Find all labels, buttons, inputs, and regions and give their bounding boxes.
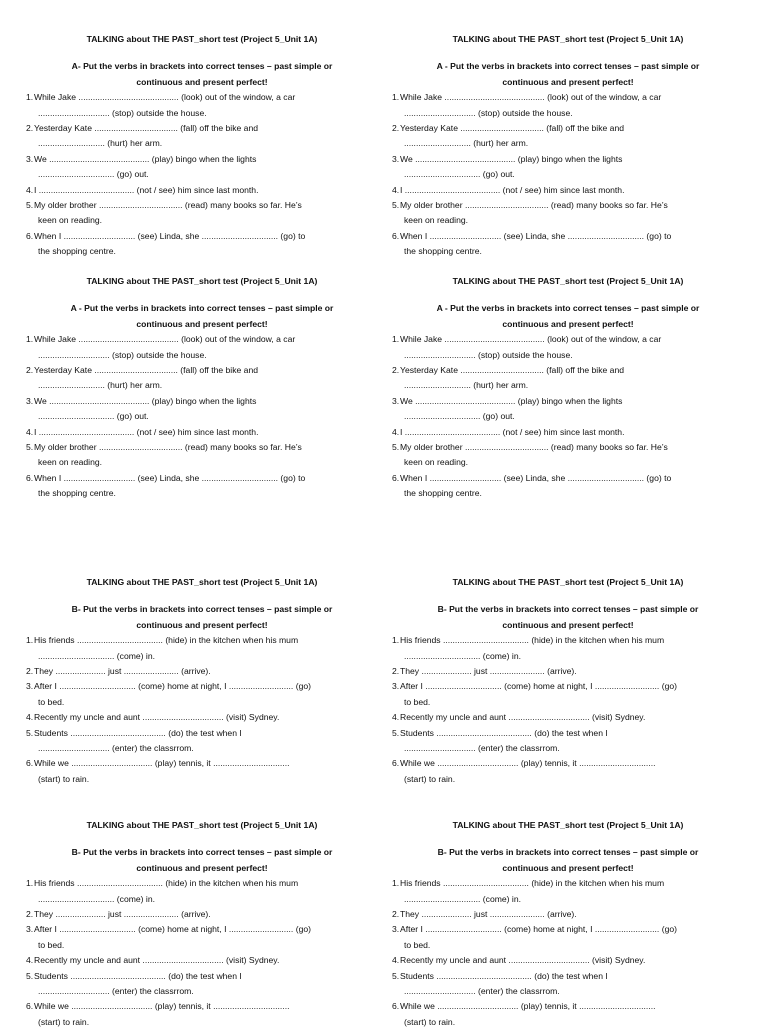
item-text: While we .................................. (play) tennis, it ................................ bbox=[400, 758, 656, 769]
item-text: We .......................................... (play) bingo when the lights bbox=[400, 153, 623, 164]
item-number: 3. bbox=[392, 681, 400, 692]
instruction-line-2: continuous and present perfect! bbox=[502, 619, 634, 630]
item-number: 5. bbox=[26, 200, 34, 211]
instruction-line-1: B- Put the verbs in brackets into correct tenses – past simple or bbox=[437, 847, 699, 858]
item-text: While Jake .......................................... (look) out of the window, a car bbox=[400, 92, 662, 103]
instruction-line-2: continuous and present perfect! bbox=[136, 619, 268, 630]
item-number: 1. bbox=[26, 878, 34, 889]
item-text-continued: ................................ (come) in. bbox=[404, 650, 521, 661]
exercise-item bbox=[392, 922, 744, 953]
item-text: I ........................................ (not / see) him since last month. bbox=[400, 426, 625, 437]
test-block-3 bbox=[26, 274, 378, 502]
item-text: They ..................... just ....................... (arrive). bbox=[400, 666, 577, 677]
item-text-continued: (start) to rain. bbox=[404, 773, 456, 784]
exercise-item bbox=[392, 152, 744, 183]
item-text: Yesterday Kate ................................... (fall) off the bike and bbox=[400, 365, 625, 376]
item-text-continued: (start) to rain. bbox=[404, 1016, 456, 1027]
test-block-4 bbox=[392, 274, 744, 502]
item-text: I ........................................ (not / see) him since last month. bbox=[34, 426, 259, 437]
exercise-item bbox=[392, 953, 744, 968]
item-number: 4. bbox=[392, 426, 400, 437]
item-number: 3. bbox=[26, 395, 34, 406]
item-number: 5. bbox=[26, 442, 34, 453]
instruction-line-2: continuous and present perfect! bbox=[136, 862, 268, 873]
item-text: His friends .................................... (hide) in the kitchen when his mum bbox=[34, 878, 299, 889]
item-number: 6. bbox=[26, 230, 34, 241]
item-text-continued: ............................ (hurt) her arm. bbox=[38, 380, 163, 391]
item-text: While we .................................. (play) tennis, it ................................ bbox=[34, 758, 290, 769]
exercise-item bbox=[392, 710, 744, 725]
item-text-continued: ............................ (hurt) her arm. bbox=[38, 138, 163, 149]
exercise-item bbox=[26, 726, 378, 757]
exercise-item bbox=[26, 394, 378, 425]
instruction-line-2: continuous and present perfect! bbox=[136, 318, 268, 329]
test-title: TALKING about THE PAST_short test (Project 5_Unit 1A) bbox=[86, 34, 318, 44]
exercise-item bbox=[26, 90, 378, 121]
exercise-item bbox=[392, 440, 744, 471]
instruction-line-1: A - Put the verbs in brackets into correct tenses – past simple or bbox=[70, 303, 334, 314]
item-text-continued: keen on reading. bbox=[404, 457, 469, 468]
exercise-item bbox=[26, 425, 378, 440]
item-number: 3. bbox=[392, 395, 400, 406]
item-number: 2. bbox=[26, 666, 34, 677]
exercise-item bbox=[392, 999, 744, 1030]
item-text-continued: (start) to rain. bbox=[38, 773, 90, 784]
exercise-item bbox=[392, 332, 744, 363]
exercise-item bbox=[26, 876, 378, 907]
instruction-line-2: continuous and present perfect! bbox=[502, 862, 634, 873]
item-text: We .......................................... (play) bingo when the lights bbox=[34, 153, 257, 164]
exercise-item bbox=[392, 394, 744, 425]
test-title: TALKING about THE PAST_short test (Project 5_Unit 1A) bbox=[86, 577, 318, 587]
test-block-2 bbox=[392, 32, 744, 260]
item-text-continued: .............................. (enter) the classrrom. bbox=[404, 986, 560, 997]
item-text: After I ................................ (come) home at night, I ........................... (go) bbox=[400, 681, 677, 692]
exercise-item bbox=[26, 229, 378, 260]
item-number: 5. bbox=[26, 970, 34, 981]
item-text: While Jake .......................................... (look) out of the window, a car bbox=[34, 334, 296, 345]
exercise-item bbox=[26, 710, 378, 725]
item-text-continued: keen on reading. bbox=[38, 457, 103, 468]
item-text-continued: .............................. (enter) the classrrom. bbox=[404, 743, 560, 754]
item-text: Students ........................................ (do) the test when I bbox=[34, 970, 242, 981]
test-block-5 bbox=[26, 575, 378, 787]
item-text: After I ................................ (come) home at night, I ........................... (go) bbox=[34, 924, 311, 935]
item-text-continued: ................................ (go) out. bbox=[38, 169, 149, 180]
item-text: They ..................... just ....................... (arrive). bbox=[400, 909, 577, 920]
item-text-continued: the shopping centre. bbox=[404, 246, 482, 257]
item-text: I ........................................ (not / see) him since last month. bbox=[400, 184, 625, 195]
instruction-line-2: continuous and present perfect! bbox=[136, 76, 268, 87]
exercise-item bbox=[26, 363, 378, 394]
item-number: 6. bbox=[392, 230, 400, 241]
item-number: 4. bbox=[26, 955, 34, 966]
item-text-continued: ................................ (go) out. bbox=[38, 411, 149, 422]
item-text: Students ........................................ (do) the test when I bbox=[400, 970, 608, 981]
item-text: We .......................................... (play) bingo when the lights bbox=[400, 395, 623, 406]
item-text: While we .................................. (play) tennis, it ................................ bbox=[34, 1001, 290, 1012]
item-text-continued: the shopping centre. bbox=[404, 488, 482, 499]
item-text: My older brother ................................... (read) many books so far. He’s bbox=[400, 200, 668, 211]
item-text-continued: to bed. bbox=[38, 696, 65, 707]
item-text-continued: ................................ (come) in. bbox=[38, 650, 155, 661]
item-text-continued: .............................. (stop) outside the house. bbox=[38, 349, 207, 360]
item-text: While Jake .......................................... (look) out of the window, a car bbox=[34, 92, 296, 103]
item-text: Recently my uncle and aunt .................................. (visit) Sydney. bbox=[400, 712, 646, 723]
item-text-continued: the shopping centre. bbox=[38, 488, 116, 499]
exercise-item bbox=[392, 664, 744, 679]
exercise-item bbox=[26, 633, 378, 664]
exercise-item bbox=[392, 726, 744, 757]
item-text: Students ........................................ (do) the test when I bbox=[34, 727, 242, 738]
exercise-item bbox=[26, 471, 378, 502]
test-title: TALKING about THE PAST_short test (Project 5_Unit 1A) bbox=[86, 276, 318, 286]
item-number: 4. bbox=[26, 712, 34, 723]
item-text: Recently my uncle and aunt .................................. (visit) Sydney. bbox=[34, 712, 280, 723]
item-number: 6. bbox=[392, 1001, 400, 1012]
exercise-item bbox=[26, 679, 378, 710]
item-text-continued: ................................ (come) in. bbox=[404, 893, 521, 904]
test-title: TALKING about THE PAST_short test (Project 5_Unit 1A) bbox=[86, 820, 318, 830]
test-block-6 bbox=[392, 575, 744, 787]
item-number: 1. bbox=[26, 635, 34, 646]
item-text: I ........................................ (not / see) him since last month. bbox=[34, 184, 259, 195]
item-text: While Jake .......................................... (look) out of the window, a car bbox=[400, 334, 662, 345]
item-text-continued: .............................. (enter) the classrrom. bbox=[38, 986, 194, 997]
test-block-1 bbox=[26, 32, 378, 260]
exercise-item bbox=[26, 969, 378, 1000]
exercise-item bbox=[392, 471, 744, 502]
item-number: 6. bbox=[392, 472, 400, 483]
test-block-8 bbox=[392, 818, 744, 1030]
instruction-line-1: B- Put the verbs in brackets into correct tenses – past simple or bbox=[71, 604, 333, 615]
item-text: Yesterday Kate ................................... (fall) off the bike and bbox=[400, 123, 625, 134]
item-text-continued: to bed. bbox=[404, 696, 431, 707]
exercise-item bbox=[26, 756, 378, 787]
item-text-continued: to bed. bbox=[404, 939, 431, 950]
item-text: While we .................................. (play) tennis, it ................................ bbox=[400, 1001, 656, 1012]
exercise-item bbox=[392, 969, 744, 1000]
item-number: 3. bbox=[26, 681, 34, 692]
exercise-item bbox=[26, 907, 378, 922]
item-text-continued: .............................. (stop) outside the house. bbox=[404, 107, 573, 118]
exercise-item bbox=[392, 198, 744, 229]
instruction-line-2: continuous and present perfect! bbox=[502, 76, 634, 87]
item-text-continued: keen on reading. bbox=[38, 215, 103, 226]
item-number: 2. bbox=[392, 123, 400, 134]
item-number: 1. bbox=[392, 635, 400, 646]
item-number: 6. bbox=[26, 758, 34, 769]
item-text: When I .............................. (see) Linda, she ................................ (go) to bbox=[34, 472, 306, 483]
exercise-item bbox=[26, 198, 378, 229]
item-text: They ..................... just ....................... (arrive). bbox=[34, 666, 211, 677]
exercise-item bbox=[26, 121, 378, 152]
item-text-continued: keen on reading. bbox=[404, 215, 469, 226]
instruction-line-2: continuous and present perfect! bbox=[502, 318, 634, 329]
item-text-continued: .............................. (stop) outside the house. bbox=[404, 349, 573, 360]
item-number: 2. bbox=[392, 365, 400, 376]
item-text: We .......................................... (play) bingo when the lights bbox=[34, 395, 257, 406]
exercise-item bbox=[392, 90, 744, 121]
item-text: Students ........................................ (do) the test when I bbox=[400, 727, 608, 738]
item-number: 4. bbox=[392, 712, 400, 723]
item-number: 2. bbox=[392, 909, 400, 920]
item-number: 1. bbox=[392, 92, 400, 103]
item-number: 1. bbox=[392, 334, 400, 345]
instruction-line-1: A - Put the verbs in brackets into correct tenses – past simple or bbox=[436, 61, 700, 72]
item-number: 5. bbox=[392, 970, 400, 981]
item-text-continued: (start) to rain. bbox=[38, 1016, 90, 1027]
exercise-item bbox=[392, 363, 744, 394]
instruction-line-1: B- Put the verbs in brackets into correct tenses – past simple or bbox=[71, 847, 333, 858]
item-number: 2. bbox=[26, 365, 34, 376]
test-title: TALKING about THE PAST_short test (Project 5_Unit 1A) bbox=[452, 577, 684, 587]
item-number: 4. bbox=[392, 955, 400, 966]
test-block-7 bbox=[26, 818, 378, 1030]
exercise-item bbox=[26, 332, 378, 363]
item-text-continued: ............................ (hurt) her arm. bbox=[404, 380, 529, 391]
exercise-item bbox=[392, 229, 744, 260]
item-number: 5. bbox=[26, 727, 34, 738]
item-text-continued: the shopping centre. bbox=[38, 246, 116, 257]
exercise-item bbox=[26, 664, 378, 679]
item-number: 6. bbox=[26, 472, 34, 483]
item-number: 6. bbox=[392, 758, 400, 769]
item-text-continued: ................................ (come) in. bbox=[38, 893, 155, 904]
item-number: 1. bbox=[26, 334, 34, 345]
item-number: 5. bbox=[392, 200, 400, 211]
exercise-item bbox=[392, 679, 744, 710]
exercise-item bbox=[26, 922, 378, 953]
item-text: Recently my uncle and aunt .................................. (visit) Sydney. bbox=[34, 955, 280, 966]
item-text: After I ................................ (come) home at night, I ........................... (go) bbox=[400, 924, 677, 935]
test-title: TALKING about THE PAST_short test (Project 5_Unit 1A) bbox=[452, 34, 684, 44]
exercise-item bbox=[26, 999, 378, 1030]
item-text: Yesterday Kate ................................... (fall) off the bike and bbox=[34, 365, 259, 376]
exercise-item bbox=[392, 121, 744, 152]
item-number: 1. bbox=[26, 92, 34, 103]
item-text-continued: ................................ (go) out. bbox=[404, 169, 515, 180]
exercise-item bbox=[392, 425, 744, 440]
test-title: TALKING about THE PAST_short test (Project 5_Unit 1A) bbox=[452, 820, 684, 830]
item-text-continued: ............................ (hurt) her arm. bbox=[404, 138, 529, 149]
item-text: When I .............................. (see) Linda, she ................................ (go) to bbox=[400, 472, 672, 483]
item-number: 2. bbox=[26, 909, 34, 920]
item-text-continued: .............................. (enter) the classrrom. bbox=[38, 743, 194, 754]
item-number: 2. bbox=[392, 666, 400, 677]
item-number: 3. bbox=[392, 924, 400, 935]
item-number: 4. bbox=[26, 184, 34, 195]
exercise-item bbox=[392, 876, 744, 907]
exercise-item bbox=[26, 440, 378, 471]
instruction-line-1: B- Put the verbs in brackets into correct tenses – past simple or bbox=[437, 604, 699, 615]
instruction-line-1: A - Put the verbs in brackets into correct tenses – past simple or bbox=[436, 303, 700, 314]
exercise-item bbox=[26, 953, 378, 968]
item-text: After I ................................ (come) home at night, I ........................... (go) bbox=[34, 681, 311, 692]
item-number: 1. bbox=[392, 878, 400, 889]
item-text: When I .............................. (see) Linda, she ................................ (go) to bbox=[400, 230, 672, 241]
item-number: 5. bbox=[392, 727, 400, 738]
item-number: 3. bbox=[392, 153, 400, 164]
exercise-item bbox=[26, 152, 378, 183]
test-title: TALKING about THE PAST_short test (Project 5_Unit 1A) bbox=[452, 276, 684, 286]
item-text: Recently my uncle and aunt .................................. (visit) Sydney. bbox=[400, 955, 646, 966]
item-number: 2. bbox=[26, 123, 34, 134]
item-text: Yesterday Kate ................................... (fall) off the bike and bbox=[34, 123, 259, 134]
item-text-continued: to bed. bbox=[38, 939, 65, 950]
exercise-item bbox=[392, 907, 744, 922]
item-number: 3. bbox=[26, 153, 34, 164]
item-text: His friends .................................... (hide) in the kitchen when his mum bbox=[400, 878, 665, 889]
item-text: My older brother ................................... (read) many books so far. He’s bbox=[34, 200, 302, 211]
item-number: 5. bbox=[392, 442, 400, 453]
item-number: 6. bbox=[26, 1001, 34, 1012]
item-text: When I .............................. (see) Linda, she ................................ (go) to bbox=[34, 230, 306, 241]
item-number: 4. bbox=[392, 184, 400, 195]
item-text-continued: .............................. (stop) outside the house. bbox=[38, 107, 207, 118]
item-number: 4. bbox=[26, 426, 34, 437]
item-text: They ..................... just ....................... (arrive). bbox=[34, 909, 211, 920]
item-text: His friends .................................... (hide) in the kitchen when his mum bbox=[34, 635, 299, 646]
exercise-item bbox=[392, 183, 744, 198]
exercise-item bbox=[392, 756, 744, 787]
exercise-item bbox=[26, 183, 378, 198]
item-text: My older brother ................................... (read) many books so far. He’s bbox=[34, 442, 302, 453]
item-text: My older brother ................................... (read) many books so far. He’s bbox=[400, 442, 668, 453]
item-text-continued: ................................ (go) out. bbox=[404, 411, 515, 422]
item-number: 3. bbox=[26, 924, 34, 935]
instruction-line-1: A- Put the verbs in brackets into correct tenses – past simple or bbox=[71, 61, 333, 72]
item-text: His friends .................................... (hide) in the kitchen when his mum bbox=[400, 635, 665, 646]
exercise-item bbox=[392, 633, 744, 664]
